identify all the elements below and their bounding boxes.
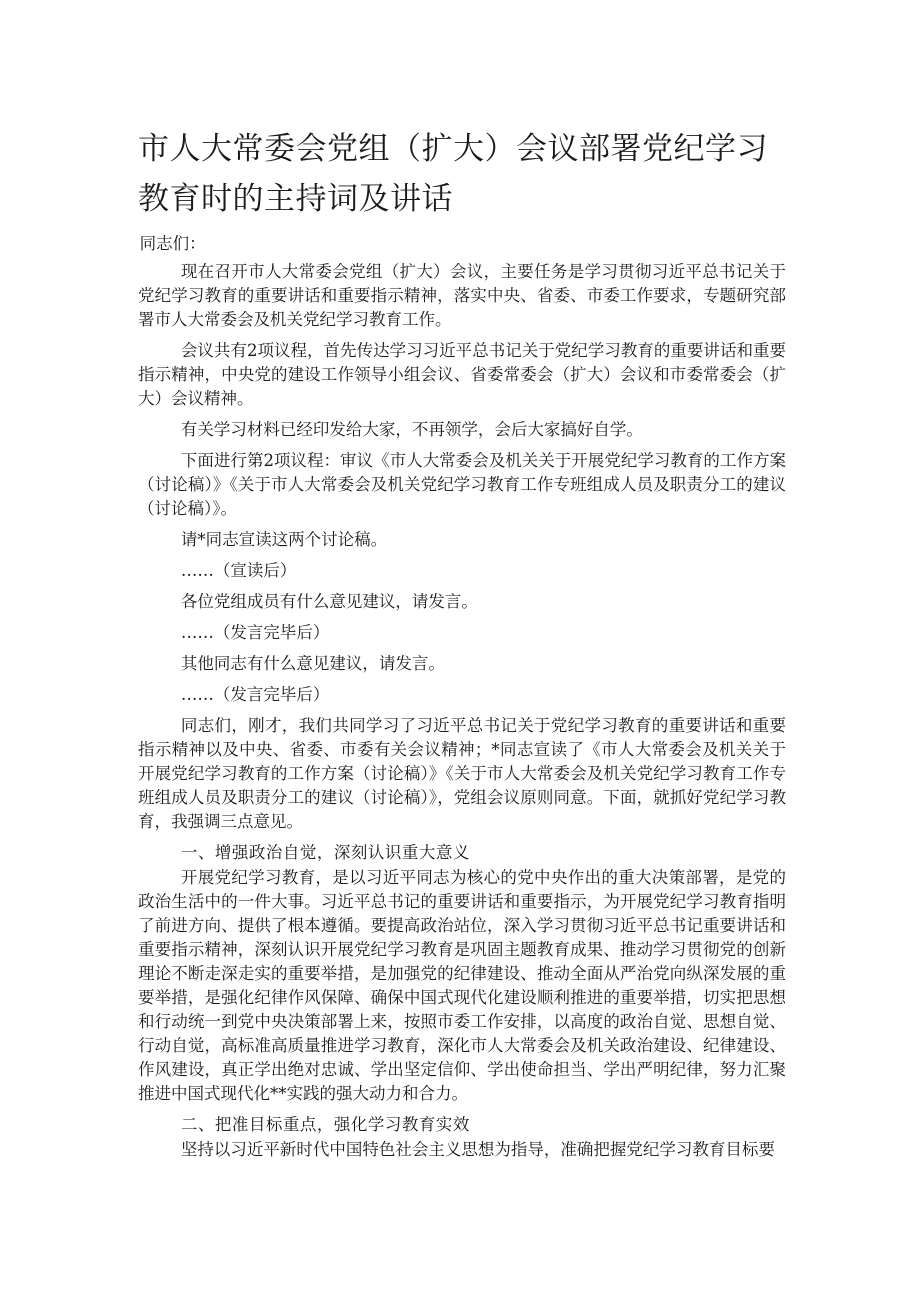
- paragraph: ……（宣读后）: [180, 561, 297, 580]
- paragraph: 同志们，刚才，我们共同学习了习近平总书记关于党纪学习教育的重要讲话和重要指示精神以及中央、省委、市委有关会议精神；*同志宣读了《市人大常委会及机关关于开展党纪学习教育的工作方案（讨论稿）》《关于市人大常委会及机关党纪学习教育工作专班组成人员及职责分工的建议（讨论稿）》，党组会议原则同意。下面，就抓好党纪学习教育，我强调三点意见。: [138, 716, 786, 831]
- section-heading-1: 一、增强政治自觉，深刻认识重大意义: [180, 843, 470, 862]
- paragraph: 有关学习材料已经印发给大家，不再领学，会后大家搞好自学。: [180, 420, 643, 439]
- document-title: 市人大常委会党组（扩大）会议部署党纪学习教育时的主持词及讲话: [138, 131, 768, 217]
- paragraph: ……（发言完毕后）: [180, 685, 330, 704]
- section-heading-2: 二、把准目标重点，强化学习教育实效: [180, 1115, 470, 1134]
- paragraph: 会议共有2项议程，首先传达学习习近平总书记关于党纪学习教育的重要讲话和重要指示精神，中央党的建设工作领导小组会议、省委常委会（扩大）会议和市委常委会（扩大）会议精神。: [138, 341, 786, 408]
- paragraph: ……（发言完毕后）: [180, 623, 330, 642]
- paragraph: 请*同志宣读这两个讨论稿。: [180, 530, 388, 549]
- salutation: 同志们：: [139, 234, 206, 253]
- paragraph: 现在召开市人大常委会党组（扩大）会议，主要任务是学习贯彻习近平总书记关于党纪学习教育的重要讲话和重要指示精神，落实中央、省委、市委工作要求，专题研究部署市人大常委会及机关党纪学习教育工作。: [138, 262, 786, 329]
- paragraph: 各位党组成员有什么意见建议，请发言。: [180, 592, 478, 611]
- paragraph: 其他同志有什么意见建议，请发言。: [180, 654, 445, 673]
- document-body: [138, 232, 786, 1169]
- paragraph: 开展党纪学习教育，是以习近平同志为核心的党中央作出的重大决策部署，是党的政治生活中的一件大事。习近平总书记的重要讲话和重要指示，为开展党纪学习教育指明了前进方向、提供了根本遵循。要提高政治站位，深入学习贯彻习近平总书记重要讲话和重要指示精神，深刻认识开展党纪学习教育是巩固主题教育成果、推动学习贯彻党的创新理论不断走深走实的重要举措，是加强党的纪律建设、推动全面从严治党向纵深发展的重要举措，是强化纪律作风保障、确保中国式现代化建设顺利推进的重要举措，切实把思想和行动统一到党中央决策部署上来，按照市委工作安排，以高度的政治自觉、思想自觉、行动自觉，高标准高质量推进学习教育，深化市人大常委会及机关政治建设、纪律建设、作风建设，真正学出绝对忠诚、学出坚定信仰、学出使命担当、学出严明纪律，努力汇聚推进中国式现代化**实践的强大动力和合力。: [138, 868, 786, 1103]
- paragraph: 下面进行第2项议程：审议《市人大常委会及机关关于开展党纪学习教育的工作方案（讨论稿）》《关于市人大常委会及机关党纪学习教育工作专班组成人员及职责分工的建议（讨论稿）》。: [138, 451, 786, 518]
- paragraph: 坚持以习近平新时代中国特色社会主义思想为指导，准确把握党纪学习教育目标要: [180, 1140, 775, 1159]
